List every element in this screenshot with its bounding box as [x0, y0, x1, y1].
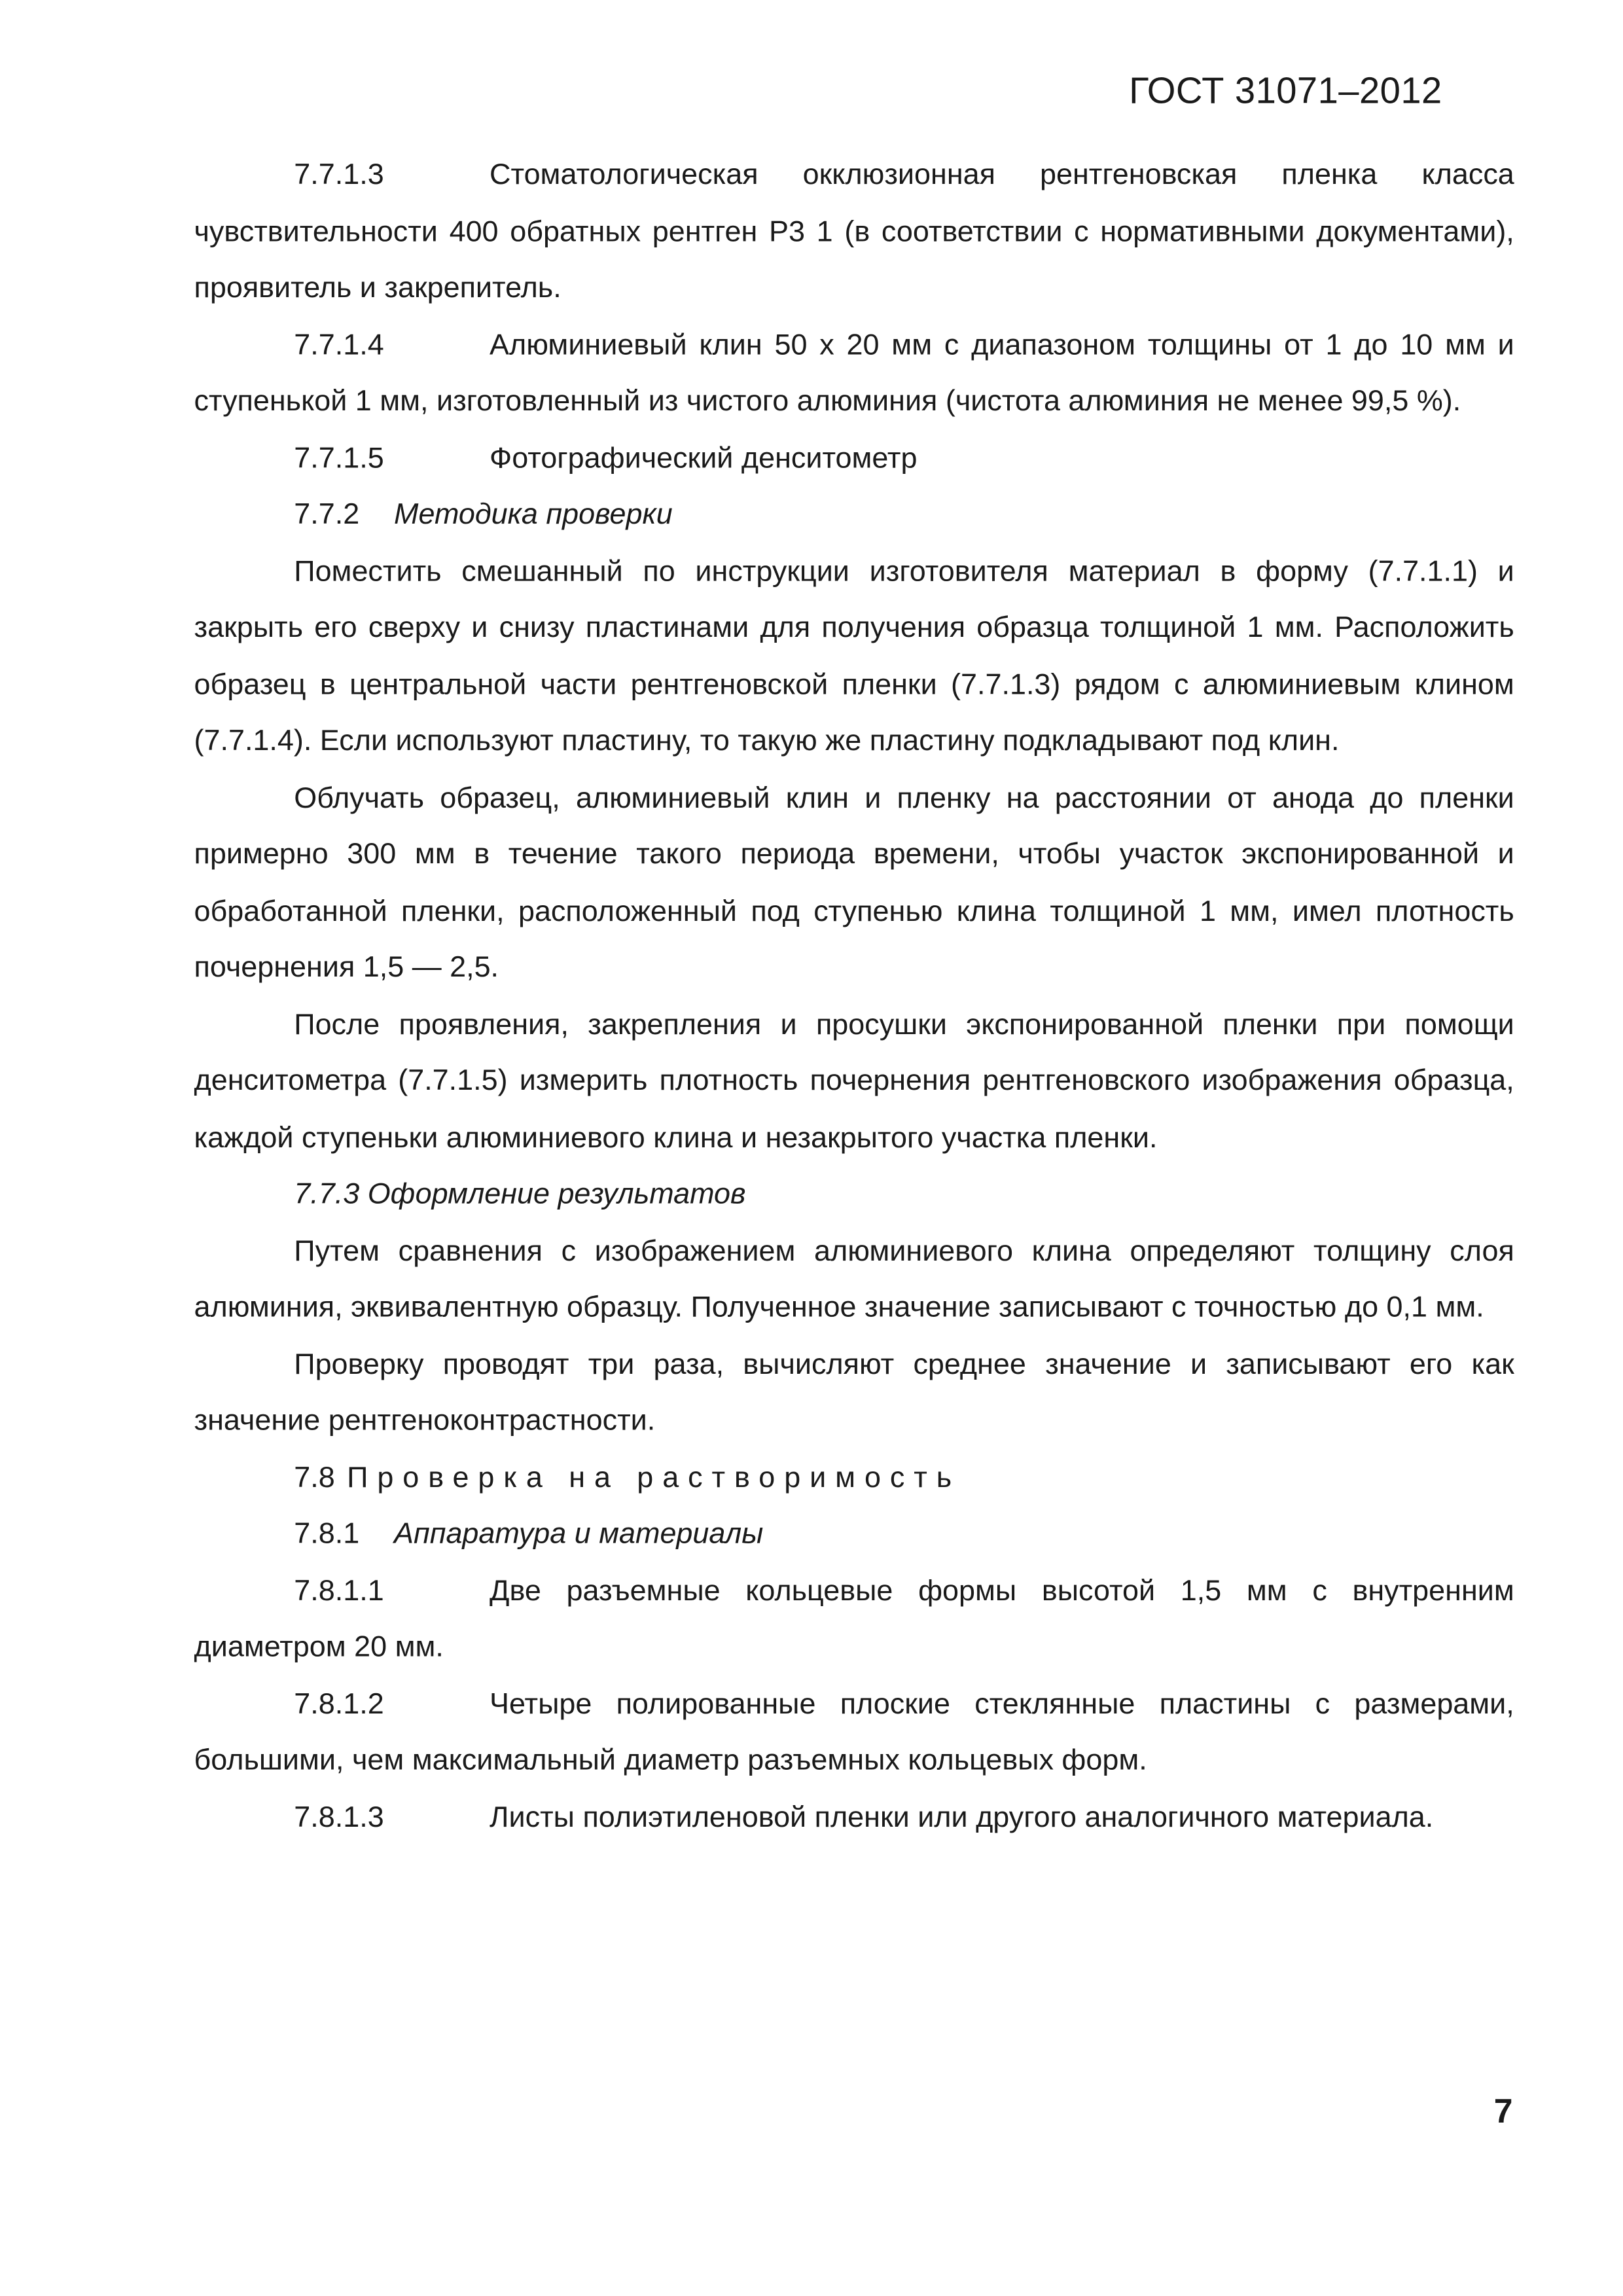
clause-number: 7.7.1.5 — [294, 442, 384, 475]
clause-text: Четыре полированные плоские стеклянные пластины с размерами, большими, чем максимальный диаметр разъемных кольцевых форм. — [194, 1687, 1514, 1777]
clause-heading: Методика проверки — [394, 498, 673, 531]
clause-text: Стоматологическая окклюзионная рентгеновская пленка класса чувствительности 400 обратных рентген Р3 1 (в соответствии с нормативными документами), проявитель и закрепитель. — [194, 158, 1514, 305]
clause-number: 7.8.1.2 — [294, 1687, 384, 1721]
paragraph-7-8-1-1 — [194, 1563, 1514, 1676]
paragraph-results-1: Путем сравнения с изображением алюминиевого клина определяют толщину слоя алюминия, эквивалентную образцу. Полученное значение записывают с точностью до 0,1 мм. — [194, 1234, 1514, 1324]
paragraph-7-8-1-2 — [194, 1676, 1514, 1789]
heading-7-8-1 — [194, 1506, 1514, 1563]
heading-7-7-3: 7.7.3 Оформление результатов — [294, 1178, 746, 1211]
paragraph-7-7-1-5 — [194, 430, 1514, 487]
heading-7-7-2 — [194, 487, 1514, 544]
page-content — [194, 147, 1514, 1846]
clause-text: Две разъемные кольцевые формы высотой 1,5 мм с внутренним диаметром 20 мм. — [194, 1574, 1514, 1664]
clause-heading: Аппаратура и материалы — [394, 1518, 764, 1551]
paragraph-method-2: Облучать образец, алюминиевый клин и пленку на расстоянии от анода до пленки примерно 300 мм в течение такого периода времени, чтобы участок экспонированной и обработанной пленки, расположенный под ступенью клина толщиной 1 мм, имел плотность почернения 1,5 — 2,5. — [194, 781, 1514, 984]
clause-text: Алюминиевый клин 50 х 20 мм с диапазоном толщины от 1 до 10 мм и ступенькой 1 мм, изготовленный из чистого алюминия (чистота алюминия не менее 99,5 %). — [194, 329, 1514, 418]
clause-heading: Проверка на растворимость — [347, 1461, 961, 1494]
paragraph-7-7-1-4 — [194, 317, 1514, 430]
clause-number: 7.8.1.3 — [294, 1801, 384, 1834]
clause-number: 7.7.2 — [294, 498, 360, 531]
clause-number: 7.8.1.1 — [294, 1574, 384, 1607]
clause-number: 7.8.1 — [294, 1518, 360, 1551]
clause-text: Фотографический денситометр — [490, 442, 918, 475]
paragraph-method-1: Поместить смешанный по инструкции изготовителя материал в форму (7.7.1.1) и закрыть его сверху и снизу пластинами для получения образца толщиной 1 мм. Расположить образец в центральной части рентгеновской пленки (7.7.1.3) рядом с алюминиевым клином (7.7.1.4). Если используют пластину, то такую же пластину подкладывают под клин. — [194, 555, 1514, 758]
clause-number: 7.7.1.4 — [294, 329, 384, 361]
clause-number: 7.8 — [294, 1461, 335, 1494]
paragraph-results-2: Проверку проводят три раза, вычисляют среднее значение и записывают его как значение рентгеноконтрастности. — [194, 1348, 1514, 1437]
paragraph-method-3: После проявления, закрепления и просушки экспонированной пленки при помощи денситометра (7.7.1.5) измерить плотность почернения рентгеновского изображения образца, каждой ступеньки алюминиевого клина и незакрытого участка пленки. — [194, 1008, 1514, 1155]
clause-number: 7.7.1.3 — [294, 158, 384, 192]
page-number: 7 — [1493, 2091, 1513, 2130]
document-header: ГОСТ 31071–2012 — [1129, 70, 1442, 112]
heading-7-8 — [194, 1450, 1514, 1507]
paragraph-7-8-1-3 — [194, 1789, 1514, 1846]
clause-text: Листы полиэтиленовой пленки или другого аналогичного материала. — [490, 1801, 1434, 1834]
paragraph-7-7-1-3 — [194, 147, 1514, 317]
